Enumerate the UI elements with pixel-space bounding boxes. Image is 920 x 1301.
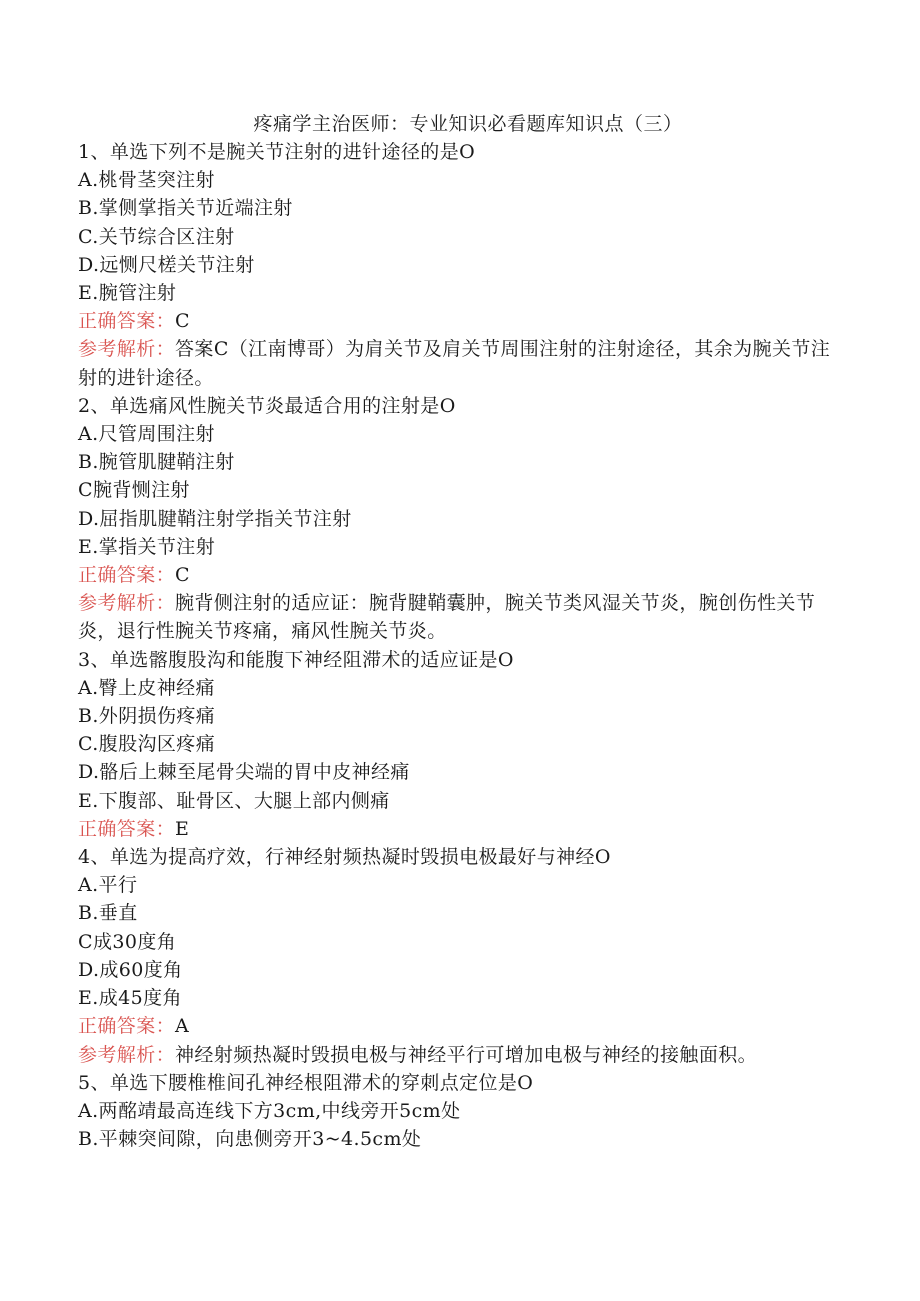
option-c: C腕背恻注射 — [78, 479, 190, 502]
answer-line — [78, 1012, 848, 1040]
question-stem: 1、单选下列不是腕关节注射的进针途径的是O — [78, 141, 476, 163]
document-page — [78, 110, 848, 1153]
answer-label: 正确答案： — [78, 564, 176, 587]
question-stem: 5、单选下腰椎椎间孔神经根阻滞术的穿刺点定位是O — [78, 1071, 534, 1094]
option-d: D.骼后上棘至尾骨尖端的胃中皮神经痛 — [78, 761, 410, 784]
answer-value: E — [175, 817, 190, 840]
document-title: 疼痛学主治医师：专业知识必看题库知识点（三） — [253, 113, 683, 135]
question-stem: 2、单选痛风性腕关节炎最适合用的注射是O — [78, 394, 456, 417]
option-a: A.桃骨茎突注射 — [78, 169, 215, 192]
option-d: D.屈指肌腱鞘注射学指关节注射 — [78, 507, 352, 530]
question-3 — [78, 646, 848, 843]
question-4 — [78, 843, 848, 1069]
analysis-text: 答案C（江南博哥）为肩关节及肩关节周围注射的注射途径，其余为腕关节注射的进针途径。 — [78, 338, 831, 389]
option-b: B.垂直 — [78, 902, 138, 925]
question-5 — [78, 1069, 848, 1154]
answer-value: A — [175, 1015, 190, 1038]
analysis-label: 参考解析： — [78, 1043, 176, 1066]
option-b: B.外阴损伤疼痛 — [78, 705, 216, 728]
option-a: A.尺管周围注射 — [78, 423, 215, 446]
option-b: B.腕管肌腱鞘注射 — [78, 451, 235, 474]
option-b: B.平棘突间隙，向患侧旁开3~4.5cm处 — [78, 1128, 422, 1151]
analysis-paragraph — [78, 589, 848, 645]
answer-value: C — [175, 310, 190, 333]
option-e: E.掌指关节注射 — [78, 535, 216, 558]
answer-value: C — [175, 564, 190, 587]
option-c: C成30度角 — [78, 930, 177, 953]
option-c: C.腹股沟区疼痛 — [78, 733, 216, 756]
option-b: B.掌侧掌指关节近端注射 — [78, 197, 293, 220]
option-e: E.腕管注射 — [78, 282, 177, 305]
option-a: A.平行 — [78, 874, 138, 897]
option-e: E.成45度角 — [78, 987, 182, 1010]
analysis-paragraph — [78, 335, 848, 391]
option-a: A.臀上皮神经痛 — [78, 676, 215, 699]
analysis-label: 参考解析： — [78, 592, 176, 615]
answer-label: 正确答案： — [78, 817, 176, 840]
analysis-paragraph — [78, 1041, 848, 1069]
answer-line — [78, 307, 848, 335]
question-stem: 3、单选髂腹股沟和能腹下神经阻滞术的适应证是O — [78, 648, 514, 671]
answer-label: 正确答案： — [78, 1015, 176, 1038]
answer-line — [78, 815, 848, 843]
question-stem: 4、单选为提高疗效，行神经射频热凝时毁损电极最好与神经O — [78, 846, 611, 869]
answer-line — [78, 561, 848, 589]
question-2 — [78, 392, 848, 646]
option-a: A.两酩靖最高连线下方3cm,中线旁开5cm处 — [78, 1099, 461, 1122]
analysis-text: 神经射频热凝时毁损电极与神经平行可增加电极与神经的接触面积。 — [175, 1043, 758, 1066]
question-1 — [78, 138, 848, 392]
option-d: D.远恻尺槎关节注射 — [78, 253, 255, 276]
option-d: D.成60度角 — [78, 958, 183, 981]
analysis-text: 腕背侧注射的适应证：腕背腱鞘囊肿，腕关节类风湿关节炎，腕创伤性关节炎，退行性腕关节疼痛，痛风性腕关节炎。 — [78, 592, 816, 643]
option-e: E.下腹部、耻骨区、大腿上部内侧痛 — [78, 789, 390, 812]
option-c: C.关节综合区注射 — [78, 225, 235, 248]
analysis-label: 参考解析： — [78, 338, 176, 361]
answer-label: 正确答案： — [78, 310, 176, 333]
